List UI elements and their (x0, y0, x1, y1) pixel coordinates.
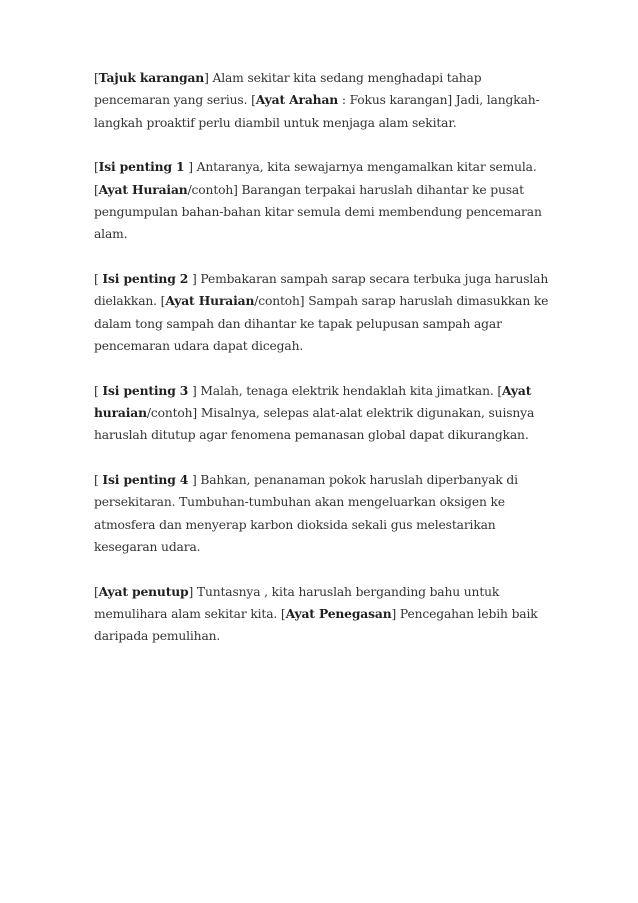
text-segment: [ (94, 473, 103, 488)
label-ayat-penutup: Ayat penutup (98, 583, 189, 599)
text-segment: ] Pembakaran sampah sarap secara terbuka juga haruslah dielakkan. [ (94, 272, 549, 309)
label-isi-penting-1: Isi penting 1 (98, 159, 185, 175)
paragraph-main-point-2 (94, 268, 554, 357)
text-segment: /contoh] Sampah sarap haruslah dimasukkan ke dalam tong sampah dan dihantar ke tapak pelupusan sampah agar pencemaran udara dapat dicegah. (94, 294, 549, 353)
text-segment: [ (94, 584, 99, 599)
label-ayat-huraian: Ayat Huraian (98, 181, 188, 197)
label-isi-penting-3: Isi penting 3 (102, 382, 189, 398)
paragraph-conclusion (94, 581, 554, 648)
text-segment: /contoh] Misalnya, selepas alat-alat elektrik digunakan, suisnya haruslah ditutup agar fenomena pemanasan global dapat dikurangkan. (94, 406, 535, 443)
label-ayat-arahan: Ayat Arahan (255, 92, 339, 108)
text-segment: ] Alam sekitar kita sedang menghadapi tahap pencemaran yang serius. [ (94, 71, 482, 108)
text-segment: ] Malah, tenaga elektrik hendaklah kita jimatkan. [ (188, 383, 503, 398)
text-segment: [ (94, 160, 99, 175)
label-ayat-huraian: Ayat huraian (94, 382, 532, 421)
text-segment: : Fokus karangan] Jadi, langkah-langkah proaktif perlu diambil untuk menjaga alam sekitar. (94, 93, 540, 130)
text-segment: ] Tuntasnya , kita haruslah berganding bahu untuk memulihara alam sekitar kita. [ (94, 584, 500, 622)
label-ayat-penegasan: Ayat Penegasan (285, 606, 392, 622)
label-tajuk-karangan: Tajuk karangan (98, 70, 205, 85)
label-isi-penting-4: Isi penting 4 (102, 472, 189, 488)
paragraph-main-point-1 (94, 156, 554, 245)
text-segment: [ (94, 383, 103, 398)
text-segment: [ (94, 71, 99, 85)
text-segment: /contoh] Barangan terpakai haruslah dihantar ke pusat pengumpulan bahan-bahan kitar semula demi membendung pencemaran alam. (94, 182, 542, 242)
label-ayat-huraian: Ayat Huraian (165, 293, 255, 309)
paragraph-main-point-3 (94, 380, 554, 447)
essay-body (94, 67, 554, 670)
text-segment: [ (94, 272, 103, 287)
label-isi-penting-2: Isi penting 2 (102, 271, 189, 287)
paragraph-main-point-4 (94, 469, 554, 558)
paragraph-introduction (94, 67, 554, 134)
text-segment: ] Antaranya, kita sewajarnya mengamalkan kitar semula. [ (94, 160, 537, 197)
text-segment: ] Bahkan, penanaman pokok haruslah diperbanyak di persekitaran. Tumbuhan-tumbuhan akan mengeluarkan oksigen ke atmosfera dan menyerap karbon dioksida sekali gus melestarikan kesegaran udara. (94, 473, 518, 555)
text-segment: ] Pencegahan lebih baik daripada pemulihan. (94, 607, 538, 644)
